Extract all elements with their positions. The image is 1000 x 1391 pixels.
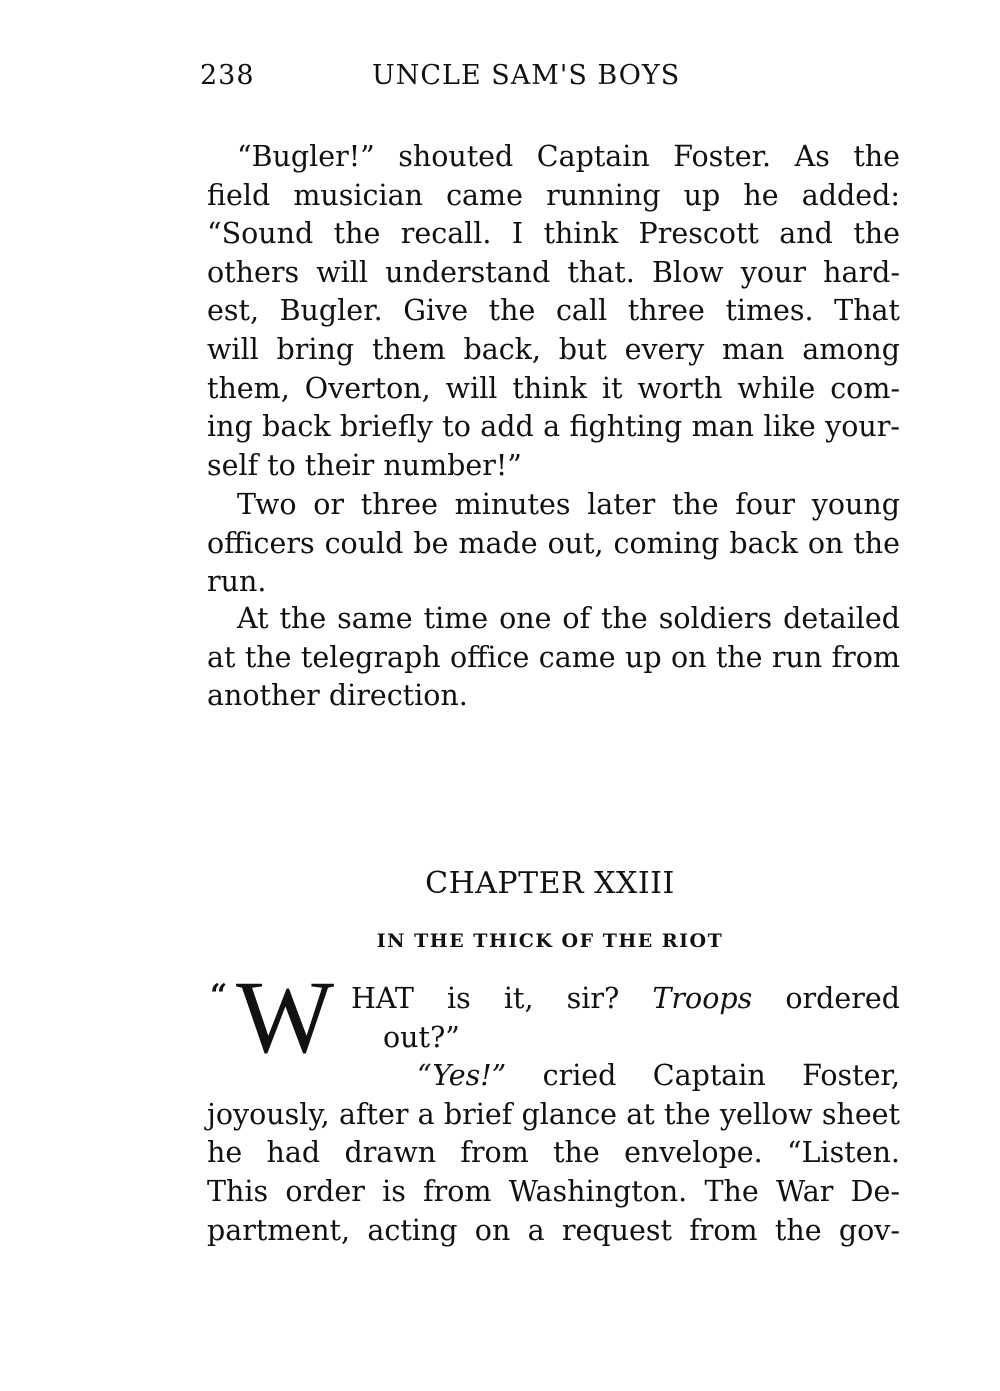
text-line: ing back briefly to add a fighting man like your- [207,410,900,444]
running-head [200,60,760,100]
text-line: self to their number!” [207,448,522,482]
text-line: field musician came running up he added: [207,178,900,212]
text-line: “Bugler!” shouted Captain Foster. As the [237,140,900,173]
text-line [207,980,900,1019]
book-title: UNCLE SAM'S BOYS [372,60,681,91]
chapter-opening-paragraph [207,980,900,1250]
text-line: will bring them back, but every man among [207,332,900,366]
paragraph-1 [207,138,900,485]
drop-cap-letter: W [236,960,335,1075]
text-line [207,1057,900,1096]
text-line: them, Overton, will think it worth while com- [207,371,900,405]
text-line: another direction. [207,679,468,713]
text-line: est, Bugler. Give the call three times. That [207,294,900,328]
text-fragment: cried Captain Foster, [542,1059,901,1093]
text-line: others will understand that. Blow your hard- [207,255,900,289]
text-line: Two or three minutes later the four young [237,488,900,521]
text-line: he had drawn from the envelope. “Listen. [207,1136,900,1170]
text-line: This order is from Washington. The War De- [207,1174,900,1208]
text-line: “Sound the recall. I think Prescott and the [207,217,900,251]
text-line: run. [207,565,267,599]
italic-text: Troops [652,982,753,1015]
text-fragment: HAT is it, sir? [351,982,620,1015]
chapter-title: IN THE THICK OF THE RIOT [376,930,724,952]
text-line: partment, acting on a request from the gov- [207,1213,900,1247]
italic-text: “Yes!” [417,1059,507,1093]
text-line: joyously, after a brief glance at the yellow sheet [207,1097,900,1131]
text-line: At the same time one of the soldiers detailed [237,602,900,635]
opening-quote-mark: “ [210,978,228,1013]
page-number: 238 [200,60,255,91]
text-line: at the telegraph office came up on the run from [207,640,900,674]
text-line: officers could be made out, coming back on the [207,526,900,560]
paragraph-2 [207,486,900,602]
text-fragment: ordered [785,982,900,1015]
text-line: out?” [383,1020,460,1054]
chapter-number: CHAPTER XXIII [425,866,675,901]
paragraph-3 [207,600,900,716]
